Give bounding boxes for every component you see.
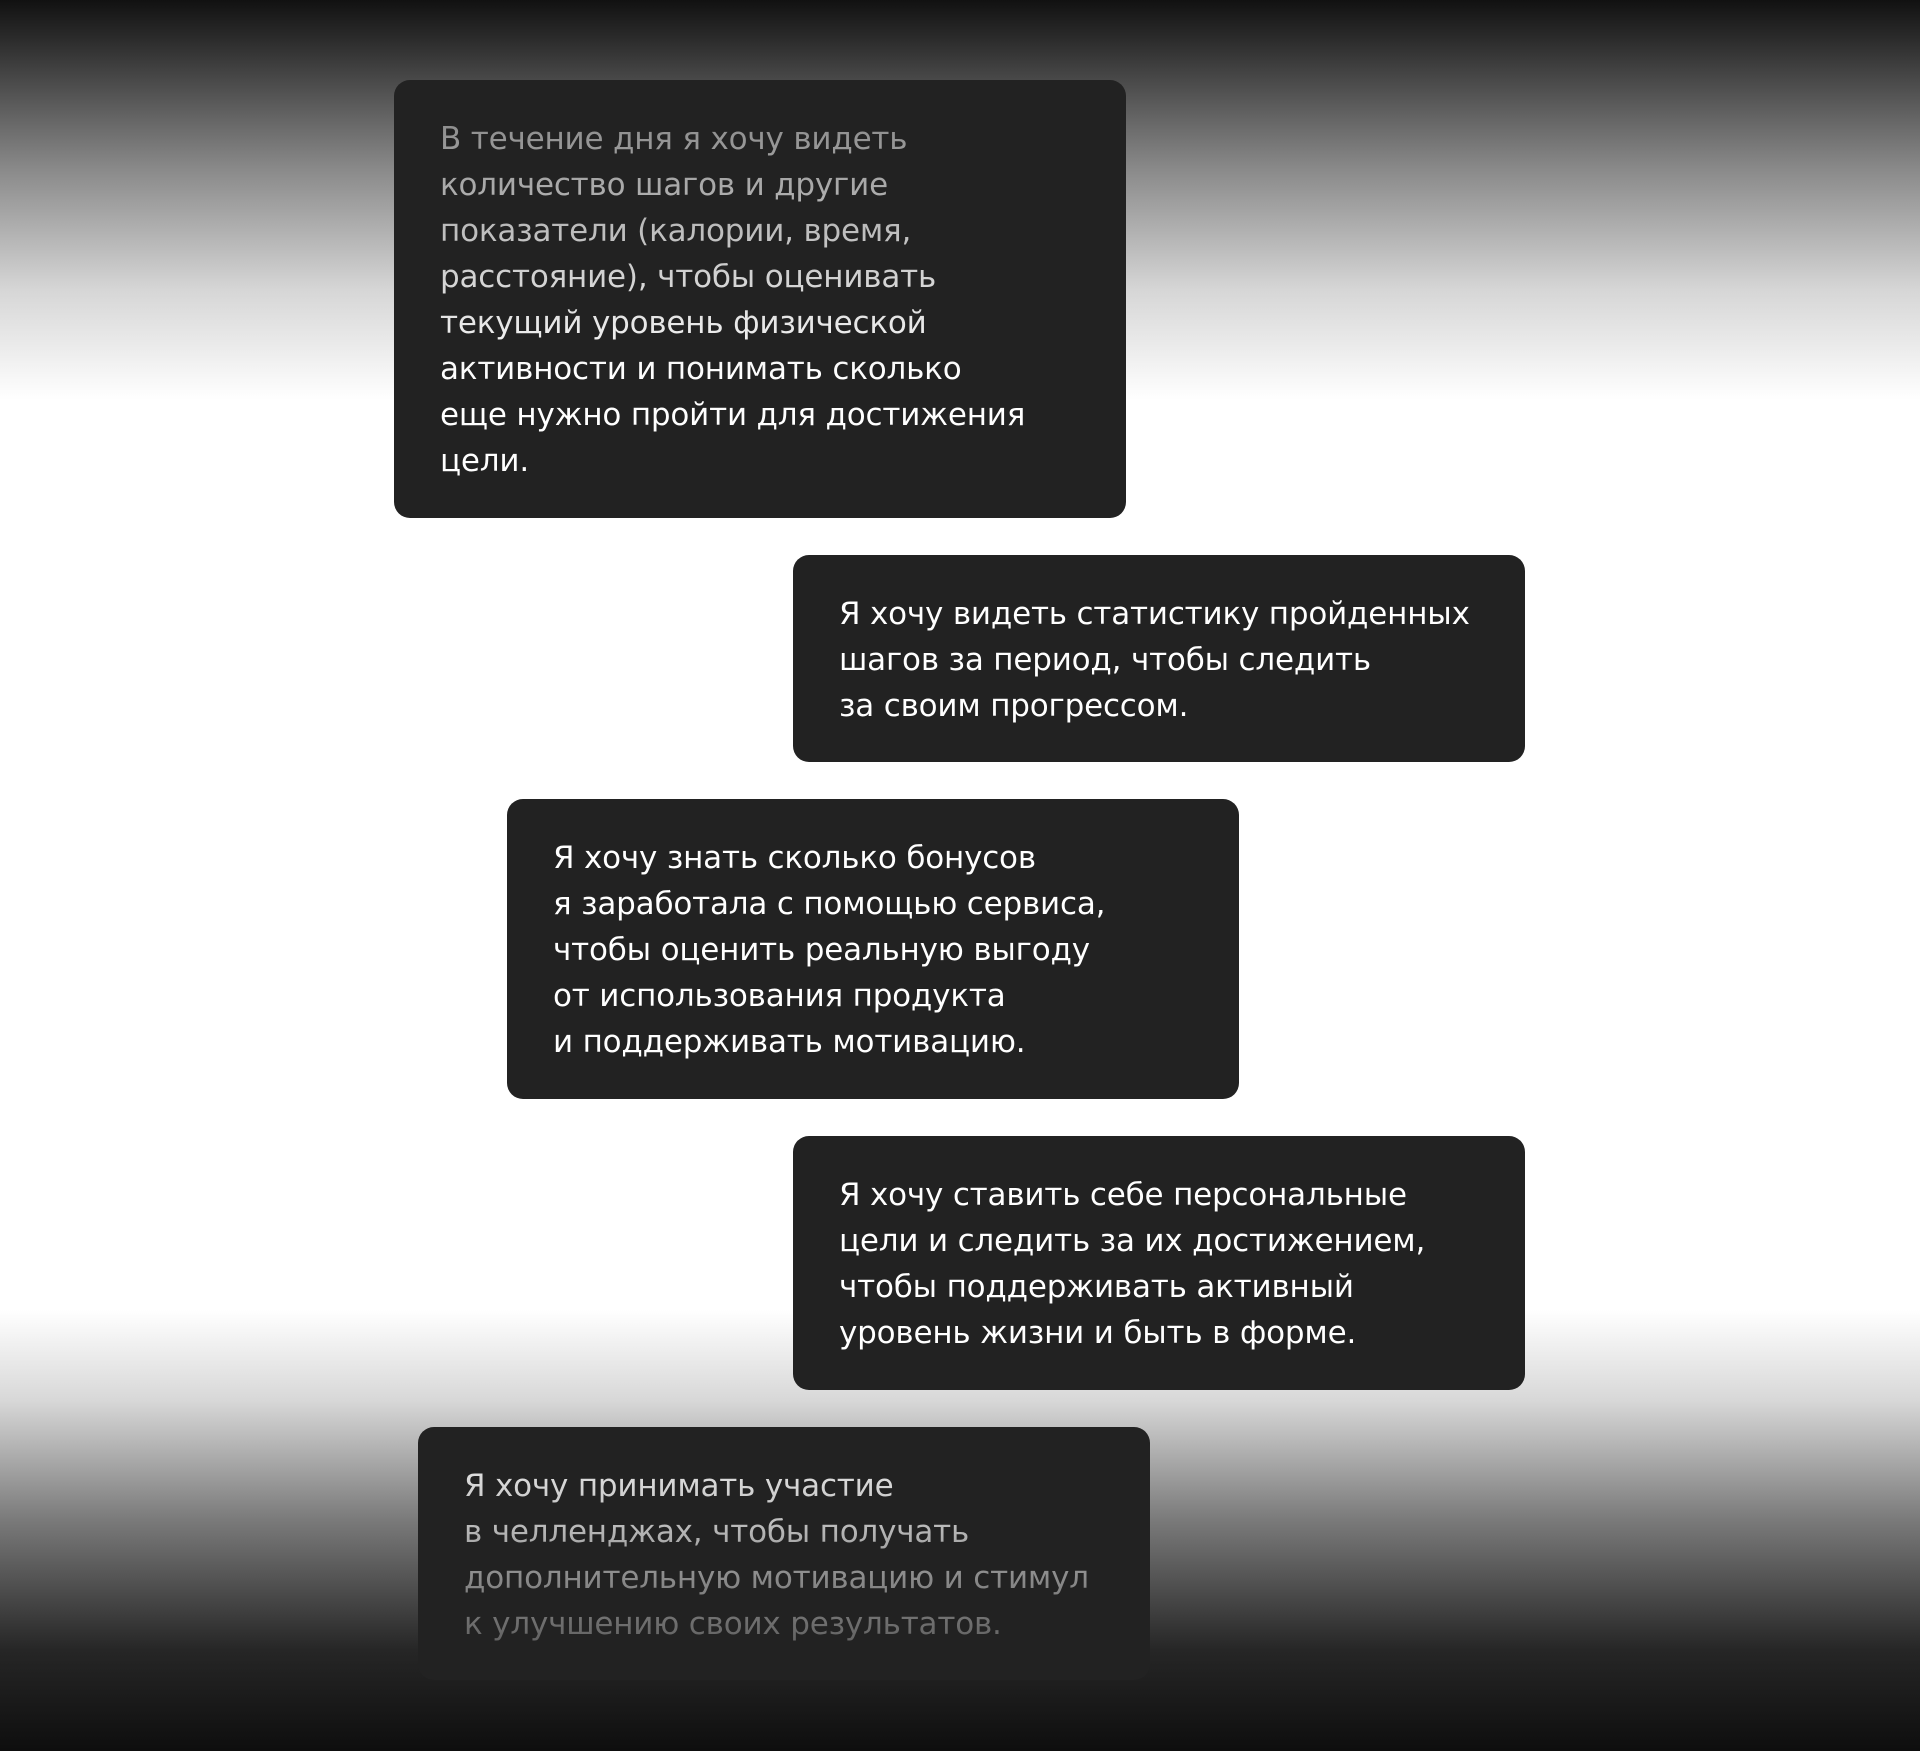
user-story-card-daily-activity	[394, 80, 1126, 518]
user-story-text: Я хочу знать сколько бонусов я заработала с помощью сервиса, чтобы оценить реальную выгоду от использования продукта и поддерживать мотивацию.	[553, 835, 1193, 1065]
user-story-card-challenges	[418, 1427, 1150, 1680]
user-story-text: Я хочу принимать участие в челленджах, чтобы получать дополнительную мотивацию и стимул к улучшению своих результатов.	[464, 1463, 1104, 1647]
user-story-text: Я хочу ставить себе персональные цели и следить за их достижением, чтобы поддерживать активный уровень жизни и быть в форме.	[839, 1172, 1479, 1356]
user-story-card-personal-goals	[793, 1136, 1525, 1390]
user-story-text: Я хочу видеть статистику пройденных шагов за период, чтобы следить за своим прогрессом.	[839, 591, 1479, 729]
user-story-card-step-statistics	[793, 555, 1525, 762]
user-story-card-bonuses	[507, 799, 1239, 1099]
user-story-text: В течение дня я хочу видеть количество шагов и другие показатели (калории, время, расстояние), чтобы оценивать текущий уровень физической активности и понимать сколько еще нужно пройти для достижения цели.	[440, 116, 1080, 484]
